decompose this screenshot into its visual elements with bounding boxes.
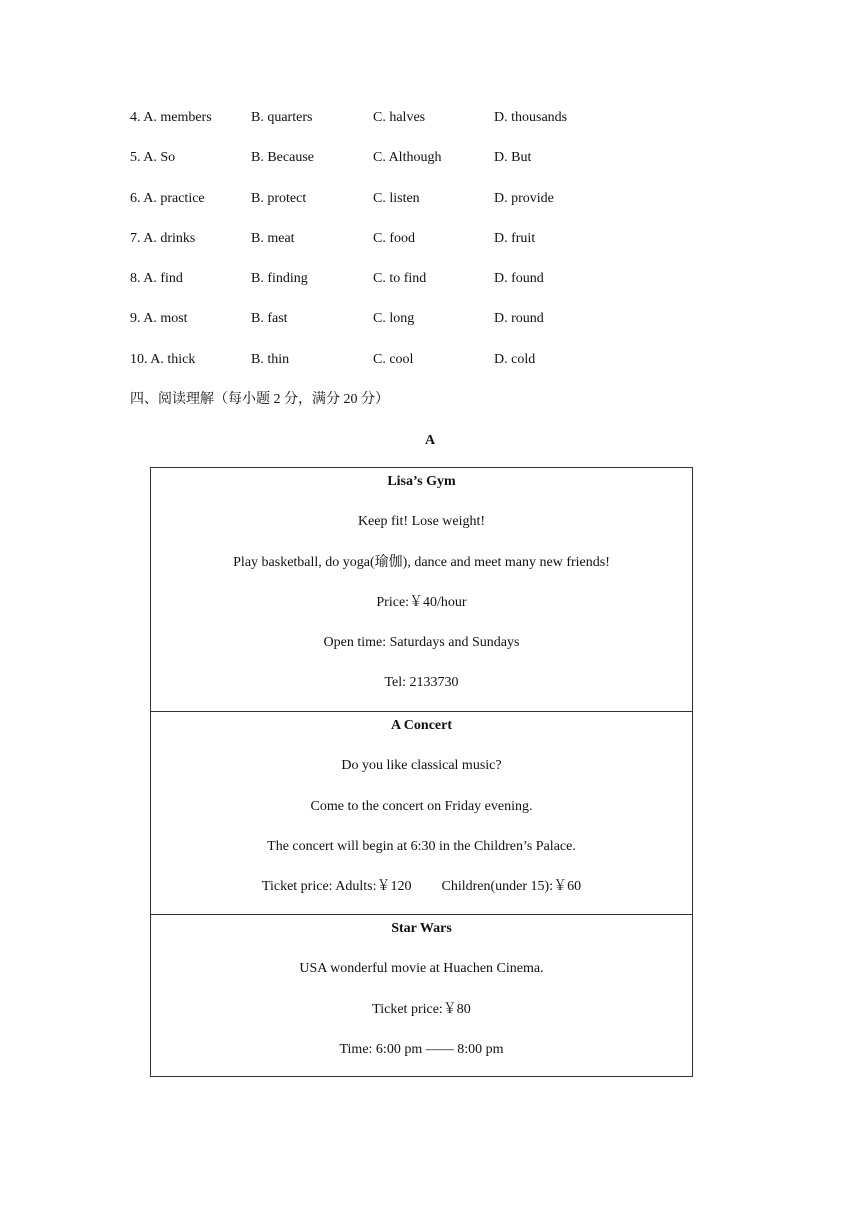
option-d: D. thousands [494, 110, 568, 125]
movie-ad [151, 914, 692, 1076]
ad-line: USA wonderful movie at Huachen Cinema. [299, 961, 544, 977]
ad-line: Time: 6:00 pm —— 8:00 pm [339, 1041, 504, 1057]
ad-line: The concert will begin at 6:30 in the Children’s Palace. [267, 838, 576, 854]
option-d: D. cold [494, 351, 536, 367]
option-c: C. listen [373, 190, 420, 206]
option-d: D. fruit [494, 230, 536, 246]
option-a: 9. A. most [130, 311, 188, 327]
ad-title: Star Wars [391, 921, 452, 936]
ad-line: Tel: 2133730 [384, 675, 459, 691]
ad-line: Price:￥40/hour [376, 594, 467, 610]
option-c: C. to find [373, 271, 427, 287]
option-d: D. round [494, 311, 544, 327]
option-c: C. halves [373, 110, 426, 125]
option-b: B. thin [251, 351, 290, 367]
passage-label: A [424, 433, 436, 448]
ad-line: Open time: Saturdays and Sundays [323, 635, 520, 651]
ad-line: Play basketball, do yoga(瑜伽), dance and meet many new friends! [233, 554, 610, 570]
ad-line: Come to the concert on Friday evening. [310, 798, 533, 814]
option-d: D. provide [494, 190, 554, 206]
ticket-price-line [151, 873, 692, 913]
question-row-8 [130, 269, 750, 309]
question-row-7 [130, 229, 750, 269]
section-heading: 四、阅读理解（每小题 2 分，满分 20 分） [130, 392, 389, 407]
multiple-choice-options [130, 108, 750, 390]
adult-price: Ticket price: Adults:￥120 [261, 879, 412, 895]
option-d: D. But [494, 150, 532, 166]
option-a: 5. A. So [130, 150, 176, 166]
ads-table [150, 467, 693, 1077]
option-a: 6. A. practice [130, 190, 205, 206]
child-price: Children(under 15):￥60 [441, 879, 582, 895]
ad-title: Lisa’s Gym [387, 474, 456, 489]
ad-line: Ticket price:￥80 [372, 1001, 471, 1017]
option-b: B. protect [251, 190, 307, 206]
option-c: C. cool [373, 351, 414, 367]
option-d: D. found [494, 271, 544, 287]
option-b: B. finding [251, 271, 308, 287]
question-row-6 [130, 189, 750, 229]
question-row-10 [130, 350, 750, 390]
question-row-9 [130, 309, 750, 349]
option-a: 4. A. members [130, 110, 212, 125]
concert-ad [151, 711, 692, 914]
gym-ad [151, 468, 692, 711]
option-a: 10. A. thick [130, 351, 196, 367]
option-a: 7. A. drinks [130, 230, 196, 246]
option-b: B. quarters [251, 110, 313, 125]
option-b: B. meat [251, 230, 295, 246]
question-row-4 [130, 108, 750, 148]
option-a: 8. A. find [130, 271, 183, 287]
option-b: B. fast [251, 311, 288, 327]
option-b: B. Because [251, 150, 314, 166]
option-c: C. food [373, 230, 415, 246]
question-row-5 [130, 148, 750, 188]
option-c: C. Although [373, 150, 442, 166]
ad-title: A Concert [390, 718, 453, 733]
ad-line: Keep fit! Lose weight! [357, 514, 486, 530]
ad-line: Do you like classical music? [341, 758, 502, 774]
option-c: C. long [373, 311, 415, 327]
